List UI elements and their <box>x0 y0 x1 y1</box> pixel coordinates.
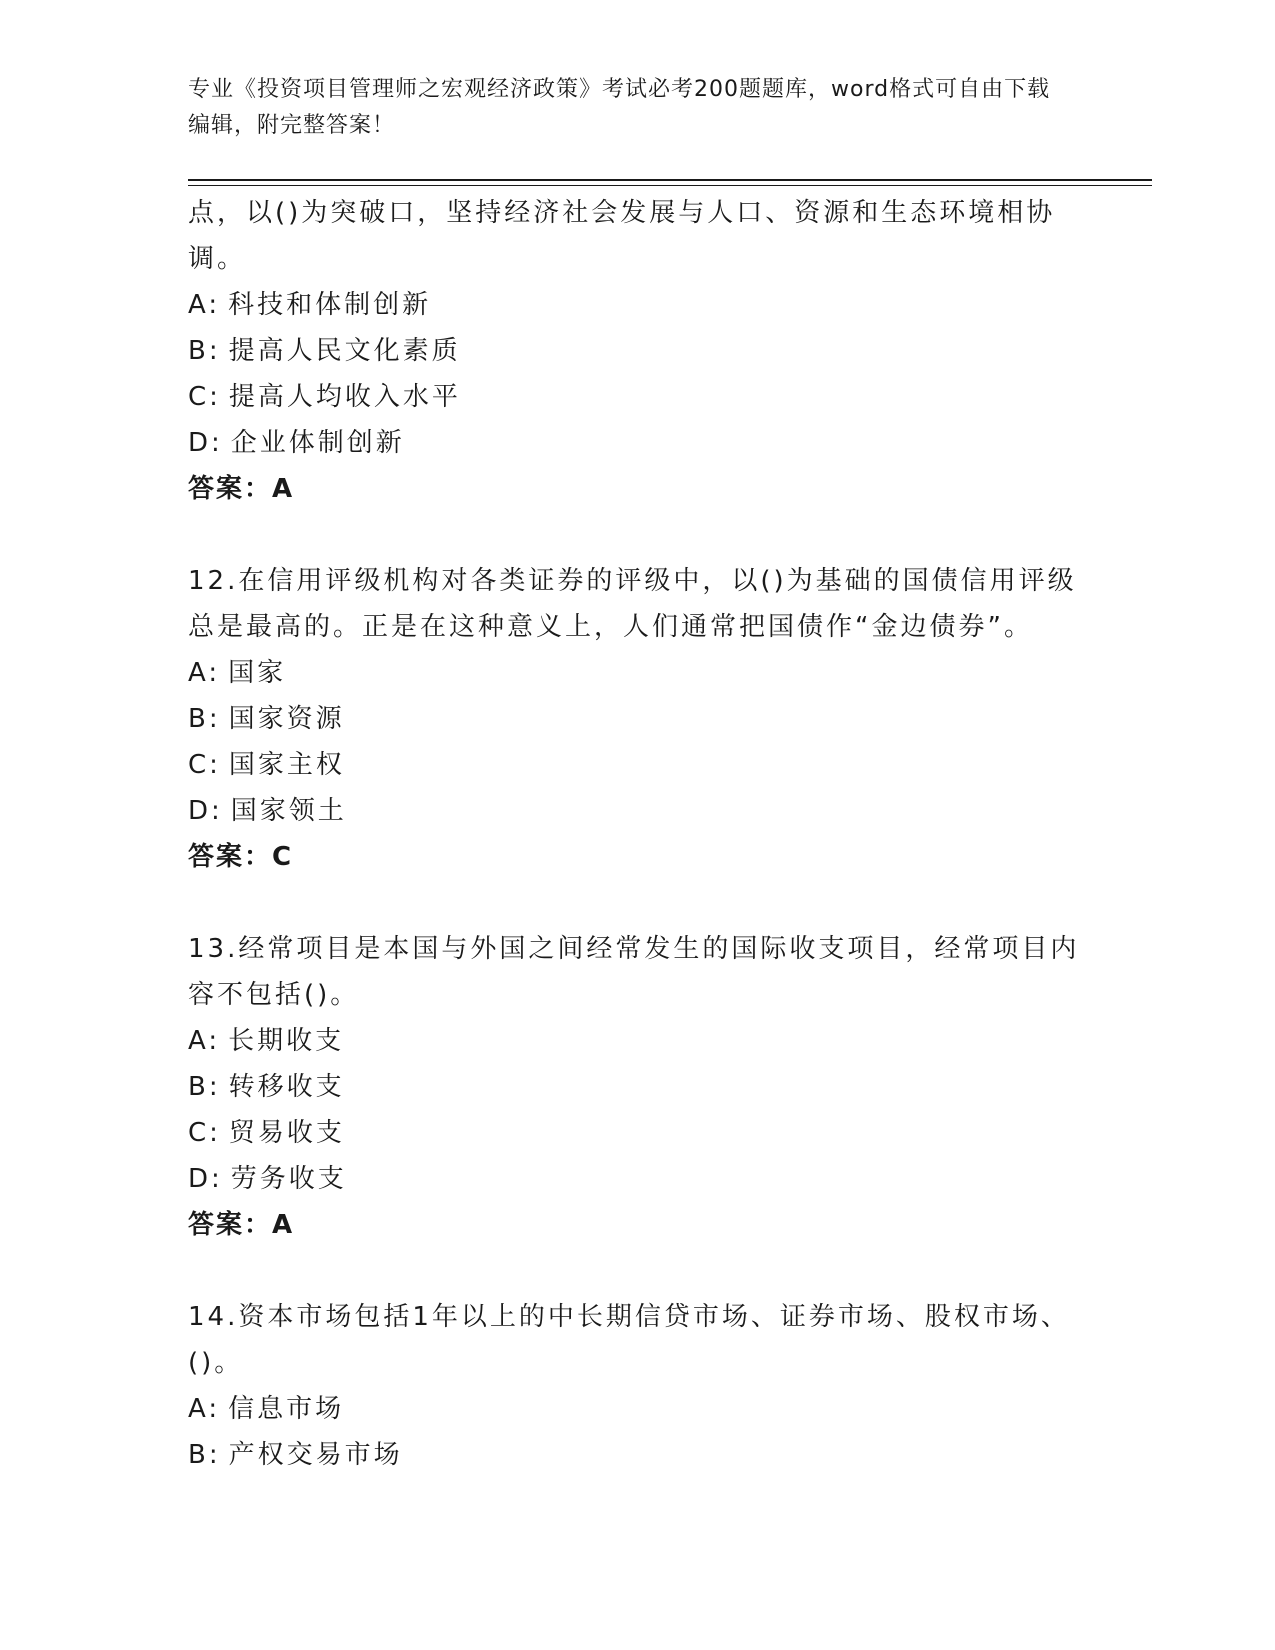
option-b <box>188 1064 1088 1110</box>
answer-line: 答案：C <box>188 842 294 872</box>
option-a <box>188 650 1088 696</box>
option-key: B: <box>188 1440 221 1470</box>
option-text: 产权交易市场 <box>228 1440 403 1470</box>
option-key: A: <box>188 658 221 688</box>
option-key: C: <box>188 1118 221 1148</box>
question-text: 13.经常项目是本国与外国之间经常发生的国际收支项目，经常项目内容不包括()。 <box>188 934 1080 1010</box>
option-text: 科技和体制创新 <box>228 290 432 320</box>
option-text: 劳务收支 <box>230 1164 347 1194</box>
option-b <box>188 328 1088 374</box>
option-text: 转移收支 <box>228 1072 345 1102</box>
option-key: B: <box>188 704 221 734</box>
question-item <box>188 558 1088 880</box>
option-text: 国家资源 <box>228 704 345 734</box>
option-key: A: <box>188 1026 221 1056</box>
header-divider-thin <box>188 185 1152 186</box>
spacer <box>188 512 1088 558</box>
option-text: 提高人民文化素质 <box>228 336 461 366</box>
option-key: B: <box>188 1072 221 1102</box>
option-c <box>188 374 1088 420</box>
option-text: 长期收支 <box>228 1026 345 1056</box>
option-b <box>188 696 1088 742</box>
option-d <box>188 788 1088 834</box>
question-list <box>188 190 1088 1478</box>
option-text: 企业体制创新 <box>230 428 405 458</box>
question-item <box>188 1294 1088 1478</box>
answer-line: 答案：A <box>188 474 295 504</box>
option-key: B: <box>188 336 221 366</box>
question-item <box>188 190 1088 512</box>
option-a <box>188 1018 1088 1064</box>
option-key: C: <box>188 750 221 780</box>
document-header: 专业《投资项目管理师之宏观经济政策》考试必考200题题库，word格式可自由下载编辑，附完整答案！ <box>188 77 1051 138</box>
question-item <box>188 926 1088 1248</box>
option-d <box>188 1156 1088 1202</box>
option-c <box>188 742 1088 788</box>
option-text: 国家领土 <box>230 796 347 826</box>
option-text: 国家 <box>228 658 287 688</box>
option-a <box>188 1386 1088 1432</box>
option-text: 贸易收支 <box>228 1118 345 1148</box>
option-d <box>188 420 1088 466</box>
option-a <box>188 282 1088 328</box>
option-key: C: <box>188 382 221 412</box>
spacer <box>188 880 1088 926</box>
answer-line: 答案：A <box>188 1210 295 1240</box>
option-text: 国家主权 <box>228 750 345 780</box>
option-key: A: <box>188 290 221 320</box>
option-key: D: <box>188 796 223 826</box>
question-text: 12.在信用评级机构对各类证券的评级中，以()为基础的国债信用评级总是最高的。正是在这种意义上，人们通常把国债作“金边债券”。 <box>188 566 1077 642</box>
question-text: 点，以()为突破口，坚持经济社会发展与人口、资源和生态环境相协调。 <box>188 198 1056 274</box>
question-text: 14.资本市场包括1年以上的中长期信贷市场、证券市场、股权市场、()。 <box>188 1302 1070 1378</box>
option-text: 信息市场 <box>228 1394 345 1424</box>
spacer <box>188 1248 1088 1294</box>
option-key: A: <box>188 1394 221 1424</box>
header-divider-thick <box>188 179 1152 181</box>
option-b <box>188 1432 1088 1478</box>
option-key: D: <box>188 428 223 458</box>
option-text: 提高人均收入水平 <box>228 382 461 412</box>
option-key: D: <box>188 1164 223 1194</box>
option-c <box>188 1110 1088 1156</box>
